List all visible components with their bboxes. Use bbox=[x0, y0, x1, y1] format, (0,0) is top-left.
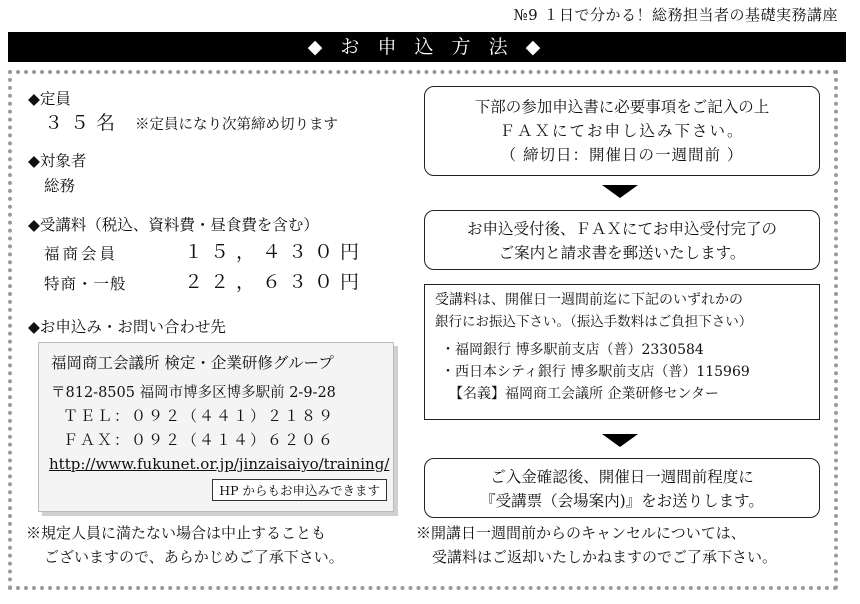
fee-label-member: 福商会員 bbox=[44, 245, 119, 263]
step-1-line-2: ＦＡＸにてお申し込み下さい。 bbox=[499, 122, 745, 140]
fee-heading: ◆受講料（税込、資料費・昼食費を含む） bbox=[28, 216, 319, 234]
target-value: 総務 bbox=[44, 177, 76, 195]
right-note-line-1: ※開講日一週間前からのキャンセルについては、 bbox=[416, 524, 746, 542]
step-4-box bbox=[424, 458, 820, 518]
section-banner: ◆ お 申 込 方 法 ◆ bbox=[8, 32, 846, 62]
step-1-box bbox=[424, 86, 820, 176]
contact-org: 福岡商工会議所 検定・企業研修グループ bbox=[51, 354, 334, 372]
contact-box bbox=[38, 342, 394, 512]
right-note-line-2: 受講料はご返却いたしかねますのでご了承下さい。 bbox=[432, 548, 778, 566]
fee-amount-general: ２２，６３０円 bbox=[184, 271, 367, 293]
step-3-line-2: 銀行にお振込下さい。（振込手数料はご負担下さい） bbox=[435, 314, 753, 330]
contact-heading: ◆お申込み・お問い合わせ先 bbox=[28, 318, 226, 336]
capacity-note: ※定員になり次第締め切ります bbox=[134, 117, 338, 133]
capacity-heading: ◆定員 bbox=[28, 90, 71, 108]
step-2-box bbox=[424, 210, 820, 270]
step-3-line-1: 受講料は、開催日一週間前迄に下記のいずれかの bbox=[435, 292, 743, 308]
fee-amount-member: １５，４３０円 bbox=[184, 241, 367, 263]
step-1-line-1: 下部の参加申込書に必要事項をご記入の上 bbox=[474, 98, 770, 116]
capacity-value: ３５名 bbox=[44, 112, 123, 134]
step-2-line-2: ご案内と請求書を郵送いたします。 bbox=[498, 244, 746, 262]
capacity-row bbox=[44, 112, 338, 136]
left-note-line-1: ※規定人員に満たない場合は中止することも bbox=[26, 524, 327, 542]
step-2-line-1: お申込受付後、ＦＡＸにてお申込受付完了の bbox=[466, 220, 777, 238]
hp-note-badge: HP からもお申込みできます bbox=[212, 479, 387, 501]
target-heading: ◆対象者 bbox=[28, 152, 87, 170]
step-1-line-3: （ 締切日：開催日の一週間前 ） bbox=[500, 146, 744, 164]
fee-label-general: 特商・一般 bbox=[44, 275, 127, 293]
step-4-line-1: ご入金確認後、開催日一週間前程度に bbox=[490, 468, 754, 486]
step-3-bank-2: ・西日本シティ銀行 博多駅前支店（普）115969 bbox=[441, 364, 750, 380]
flow-arrow-1 bbox=[602, 185, 638, 198]
series-title: №9 １日で分かる！総務担当者の基礎実務講座 bbox=[513, 6, 838, 24]
contact-address: 〒812-8505 福岡市博多区博多駅前 2-9-28 bbox=[51, 385, 336, 401]
step-3-account-name: 【名義】福岡商工会議所 企業研修センター bbox=[449, 386, 719, 402]
flow-arrow-2 bbox=[602, 434, 638, 447]
step-4-line-2: 『受講票（会場案内)』をお送りします。 bbox=[480, 492, 764, 510]
step-3-bank-1: ・福岡銀行 博多駅前支店（普）2330584 bbox=[441, 342, 704, 358]
contact-tel: ＴＥＬ：０９２（４４１）２１８９ bbox=[63, 407, 336, 425]
contact-url-link[interactable]: http://www.fukunet.or.jp/jinzaisaiyo/training/ bbox=[49, 455, 390, 473]
left-note-line-2: ございますので、あらかじめご了承下さい。 bbox=[44, 548, 344, 566]
step-3-box bbox=[424, 284, 820, 420]
contact-fax: ＦＡＸ：０９２（４１４）６２０６ bbox=[63, 431, 336, 449]
